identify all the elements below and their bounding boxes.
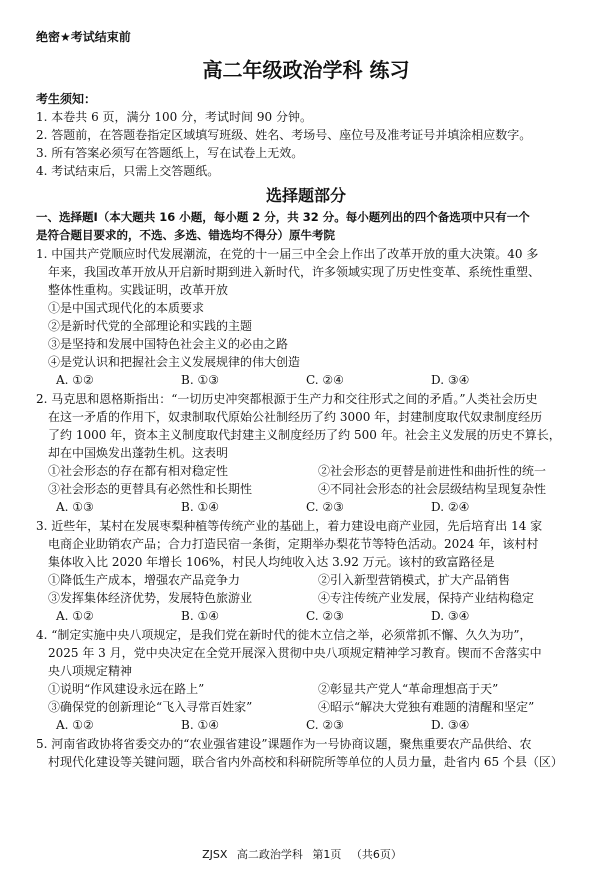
choice-b: B. ①④	[181, 500, 219, 514]
statement-option: ①是中国式现代化的本质要求	[48, 301, 205, 315]
choice-b: B. ①④	[181, 609, 219, 623]
page-title: 高二年级政治学科 练习	[202, 58, 410, 82]
choice-d: D. ②④	[431, 500, 470, 514]
exam-page	[36, 22, 576, 771]
statement-row	[36, 571, 576, 589]
question-text: 央八项规定精神	[48, 664, 133, 678]
question-text: 电商企业助销农产品；合力打造民宿一条街，定期举办梨花节等特色活动。2024 年，该村村	[48, 537, 539, 551]
choice-c: C. ②③	[306, 609, 344, 623]
statement-option: ④专注传统产业发展，保持产业结构稳定	[318, 591, 535, 605]
choice-d: D. ③④	[431, 609, 470, 623]
choice-b: B. ①③	[181, 373, 219, 387]
statement-option: ②是新时代党的全部理论和实践的主题	[48, 319, 253, 333]
question-text: 整体性重构。实践证明，改革开放	[48, 283, 229, 297]
choice-a: A. ①②	[56, 373, 94, 387]
question-1	[36, 245, 576, 389]
part1-line: 一、选择题Ⅰ（本大题共 16 小题，每小题 2 分，共 32 分。每小题列出的四个备选项中只有一个	[36, 210, 530, 224]
statement-option: ③确保党的创新理论“飞入寻常百姓家”	[48, 700, 253, 714]
question-text: 集体收入比 2020 年增长 106%，村民人均纯收入达 3.92 万元。该村的致富路径是	[48, 555, 495, 569]
statement-option: ③社会形态的更替具有必然性和长期性	[48, 482, 253, 496]
question-text: 年来，我国改革开放从开启新时期到进入新时代，许多领域实现了历史性变革、系统性重塑、	[48, 265, 541, 279]
statement-option: ④是党认识和把握社会主义发展规律的伟大创造	[48, 355, 301, 369]
notice-heading: 考生须知：	[36, 92, 97, 106]
answer-choices	[36, 498, 576, 516]
statement-option: ②彰显共产党人“革命理想高于天”	[318, 682, 499, 696]
notice-item: 1. 本卷共 6 页，满分 100 分，考试时间 90 分钟。	[36, 110, 312, 124]
part1-heading	[36, 208, 576, 244]
question-text: 4. “制定实施中央八项规定，是我们党在新时代的徙木立信之举，必须常抓不懈、久久为功”，	[36, 628, 532, 642]
question-text: 2. 马克思和恩格斯指出：“一切历史冲突都根源于生产力和交往形式之间的矛盾。”人类社会历史	[36, 392, 538, 406]
choice-c: C. ②④	[306, 373, 344, 387]
statement-row	[36, 480, 576, 498]
choice-a: A. ①③	[56, 500, 94, 514]
notice-item: 3. 所有答案必须写在答题纸上，写在试卷上无效。	[36, 146, 304, 160]
section-title: 选择题部分	[265, 186, 346, 205]
statement-row	[36, 589, 576, 607]
secret-label: 绝密★考试结束前	[36, 30, 131, 44]
statement-row	[36, 680, 576, 698]
question-5	[36, 735, 576, 771]
statement-option: ①说明“作风建设永远在路上”	[48, 682, 205, 696]
answer-choices	[36, 607, 576, 625]
statement-row	[36, 698, 576, 716]
question-text: 了约 1000 年，资本主义制度取代封建主义制度经历了约 500 年。社会主义发展的历史不算长，	[48, 428, 561, 442]
question-text: 5. 河南省政协将省委交办的“农业强省建设”课题作为一号协商议题，聚焦重要农产品供给、农	[36, 737, 532, 751]
notice-block	[36, 90, 576, 180]
statement-option: ③是坚持和发展中国特色社会主义的必由之路	[48, 337, 289, 351]
question-3	[36, 517, 576, 625]
part1-line: 是符合题目要求的，不选、多选、错选均不得分）原牛考院	[36, 228, 335, 242]
question-text: 却在中国焕发出蓬勃生机。这表明	[48, 446, 229, 460]
choice-d: D. ③④	[431, 718, 470, 732]
footer-subject: 高二政治学科	[236, 848, 303, 861]
question-text: 在这一矛盾的作用下，奴隶制取代原始公社制经历了约 3000 年，封建制度取代奴隶制度经历	[48, 410, 543, 424]
statement-option: ①社会形态的存在都有相对稳定性	[48, 464, 229, 478]
choice-d: D. ③④	[431, 373, 470, 387]
question-text: 1. 中国共产党顺应时代发展潮流，在党的十一届三中全会上作出了改革开放的重大决策。40 多	[36, 247, 539, 261]
question-4	[36, 626, 576, 734]
question-text: 2025 年 3 月，党中央决定在全党开展深入贯彻中央八项规定精神学习教育。锲而不舍落实中	[48, 646, 542, 660]
statement-option: ④昭示“解决大党独有难题的清醒和坚定”	[318, 700, 535, 714]
statement-option: ④不同社会形态的社会层级结构呈现复杂性	[318, 482, 547, 496]
choice-c: C. ②③	[306, 718, 344, 732]
statement-option: ①降低生产成本，增强农产品竞争力	[48, 573, 241, 587]
notice-item: 4. 考试结束后，只需上交答题纸。	[36, 164, 220, 178]
answer-choices	[36, 371, 576, 389]
footer-code: ZJSX	[202, 848, 228, 861]
statement-option: ②引入新型营销模式，扩大产品销售	[318, 573, 511, 587]
choice-a: A. ①②	[56, 609, 94, 623]
footer-total: （共6页）	[350, 848, 402, 861]
choice-a: A. ①②	[56, 718, 94, 732]
question-text: 村现代化建设等关键问题，联合省内外高校和科研院所等单位的人员力量，赴省内 65 个县（区）	[48, 755, 563, 769]
choice-c: C. ②③	[306, 500, 344, 514]
answer-choices	[36, 716, 576, 734]
choice-b: B. ①④	[181, 718, 219, 732]
statement-option: ③发挥集体经济优势，发展特色旅游业	[48, 591, 253, 605]
page-footer	[0, 846, 604, 864]
footer-page: 第1页	[312, 848, 342, 861]
question-text: 3. 近些年，某村在发展枣梨种植等传统产业的基础上，着力建设电商产业园，先后培育出 14 家	[36, 519, 543, 533]
statement-row	[36, 462, 576, 480]
statement-option: ②社会形态的更替是前进性和曲折性的统一	[318, 464, 547, 478]
notice-item: 2. 答题前，在答题卷指定区域填写班级、姓名、考场号、座位号及准考证号并填涂相应数字。	[36, 128, 532, 142]
question-2	[36, 390, 576, 516]
